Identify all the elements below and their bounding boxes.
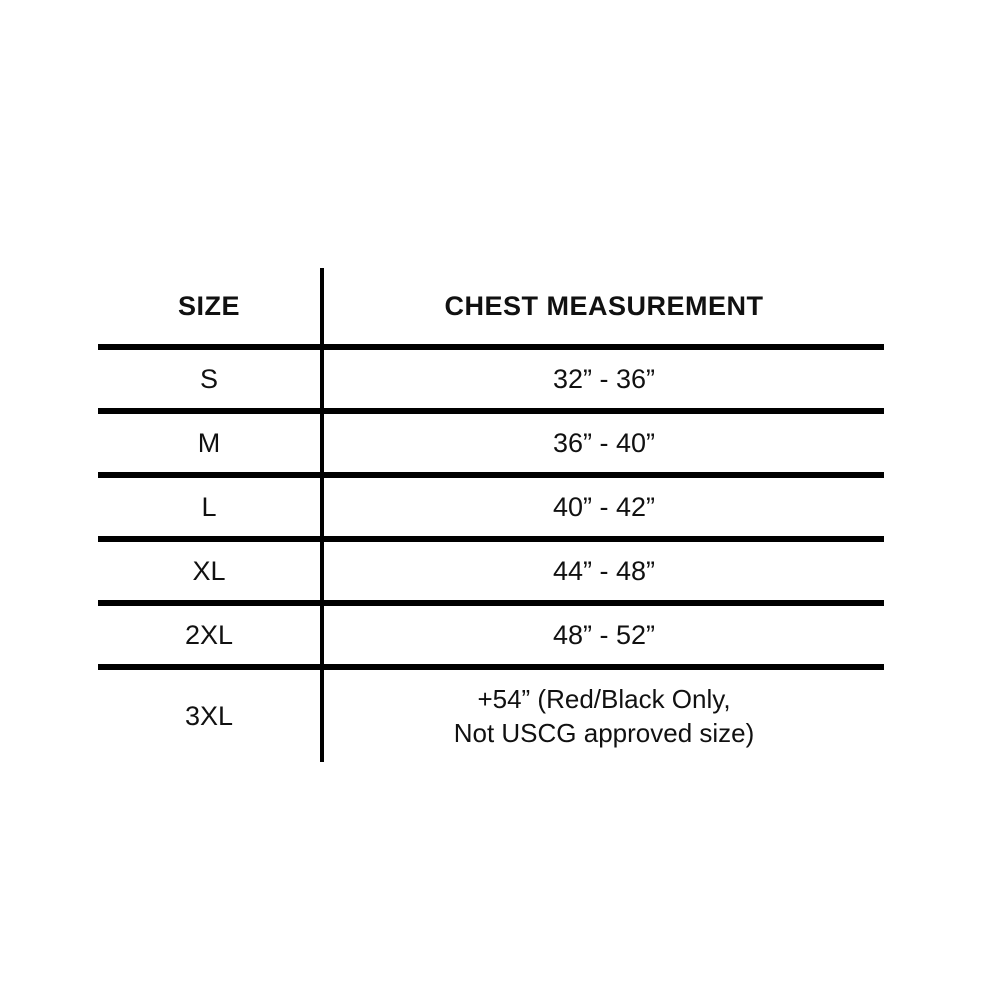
cell-size: 2XL xyxy=(98,603,320,667)
column-header-size: SIZE xyxy=(98,268,320,347)
cell-measurement: 36” - 40” xyxy=(324,411,884,475)
size-chart-table xyxy=(98,268,884,762)
table-row xyxy=(98,347,884,411)
table-row xyxy=(98,539,884,603)
table-row xyxy=(98,603,884,667)
cell-size: 3XL xyxy=(184,701,234,731)
cell-size: L xyxy=(98,475,320,539)
table-row xyxy=(98,667,884,762)
size-chart-container xyxy=(98,268,884,762)
cell-measurement: 40” - 42” xyxy=(324,475,884,539)
cell-size: XL xyxy=(98,539,320,603)
column-header-chest-measurement: CHEST MEASUREMENT xyxy=(324,268,884,347)
table-header-row xyxy=(98,268,884,347)
cell-measurement xyxy=(324,667,884,762)
cell-measurement: 48” - 52” xyxy=(324,603,884,667)
cell-size: M xyxy=(98,411,320,475)
table-row xyxy=(98,411,884,475)
cell-measurement-line-1: +54” (Red/Black Only, xyxy=(477,684,731,714)
cell-measurement-line-2: Not USCG approved size) xyxy=(453,718,755,748)
table-row xyxy=(98,475,884,539)
cell-measurement: 44” - 48” xyxy=(324,539,884,603)
cell-size: S xyxy=(98,347,320,411)
cell-measurement: 32” - 36” xyxy=(324,347,884,411)
